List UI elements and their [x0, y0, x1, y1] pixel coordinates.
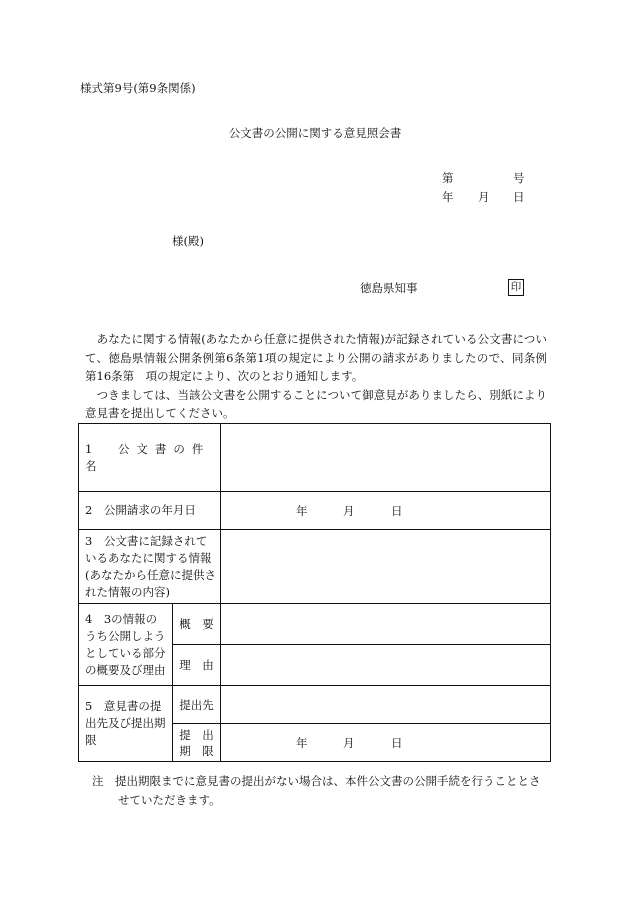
issue-date-day: 日 [513, 190, 525, 204]
reason-value [221, 645, 551, 686]
summary-label: 概 要 [173, 604, 221, 645]
paragraph-2: つきましては、当該公文書を公開することについて御意見がありましたら、別紙により意見書を提出してください。 [85, 387, 548, 420]
inquiry-table [78, 423, 551, 762]
issue-date-month: 月 [478, 190, 490, 204]
disclosure-part-label: 4 3の情報のうち公開しようとしている部分の概要及び理由 [79, 604, 173, 686]
footnote-line-1: 注 提出期限までに意見書の提出がない場合は、本件公文書の公開手続を行うこととさ [92, 774, 541, 788]
addressee: 様(殿) [172, 234, 204, 248]
submit-to-label: 提出先 [173, 686, 221, 724]
footnote-line-2: せていただきます。 [118, 793, 221, 807]
summary-value [221, 604, 551, 645]
deadline-value [221, 724, 551, 762]
request-date-label: 2 公開請求の年月日 [79, 492, 221, 530]
recorded-info-label: 3 公文書に記録されているあなたに関する情報(あなたから任意に提供された情報の内容) [79, 530, 221, 604]
subject-label: 1 公文書の件名 [79, 424, 221, 492]
issuer-name: 徳島県知事 [360, 281, 418, 295]
request-month: 月 [343, 503, 355, 518]
request-day: 日 [391, 503, 403, 518]
paragraph-1: あなたに関する情報(あなたから任意に提供された情報)が記録されている公文書について、徳島県情報公開条例第6条第1項の規定により公開の請求がありましたので、同条例第16条第 項の規定により、次のとおり通知します。 [85, 332, 547, 383]
footnote [92, 772, 552, 810]
deadline-month: 月 [343, 735, 355, 750]
issue-date-year: 年 [442, 190, 454, 204]
deadline-day: 日 [391, 735, 403, 750]
body-text [85, 330, 547, 423]
table-row [79, 424, 551, 492]
subject-value [221, 424, 551, 492]
table-row [79, 604, 551, 645]
reason-label: 理 由 [173, 645, 221, 686]
request-date-value [221, 492, 551, 530]
request-year: 年 [296, 503, 308, 518]
recorded-info-value [221, 530, 551, 604]
table-row [79, 686, 551, 724]
form-number: 様式第9号(第9条関係) [80, 81, 196, 95]
submit-to-value [221, 686, 551, 724]
table-row [79, 492, 551, 530]
seal-mark: 印 [508, 279, 524, 296]
table-row [79, 530, 551, 604]
deadline-label: 提 出 期 限 [173, 724, 221, 762]
deadline-year: 年 [296, 735, 308, 750]
document-number-suffix: 号 [513, 171, 525, 185]
submission-label: 5 意見書の提出先及び提出期限 [79, 686, 173, 762]
document-number-prefix: 第 [442, 171, 454, 185]
document-title: 公文書の公開に関する意見照会書 [228, 126, 402, 140]
